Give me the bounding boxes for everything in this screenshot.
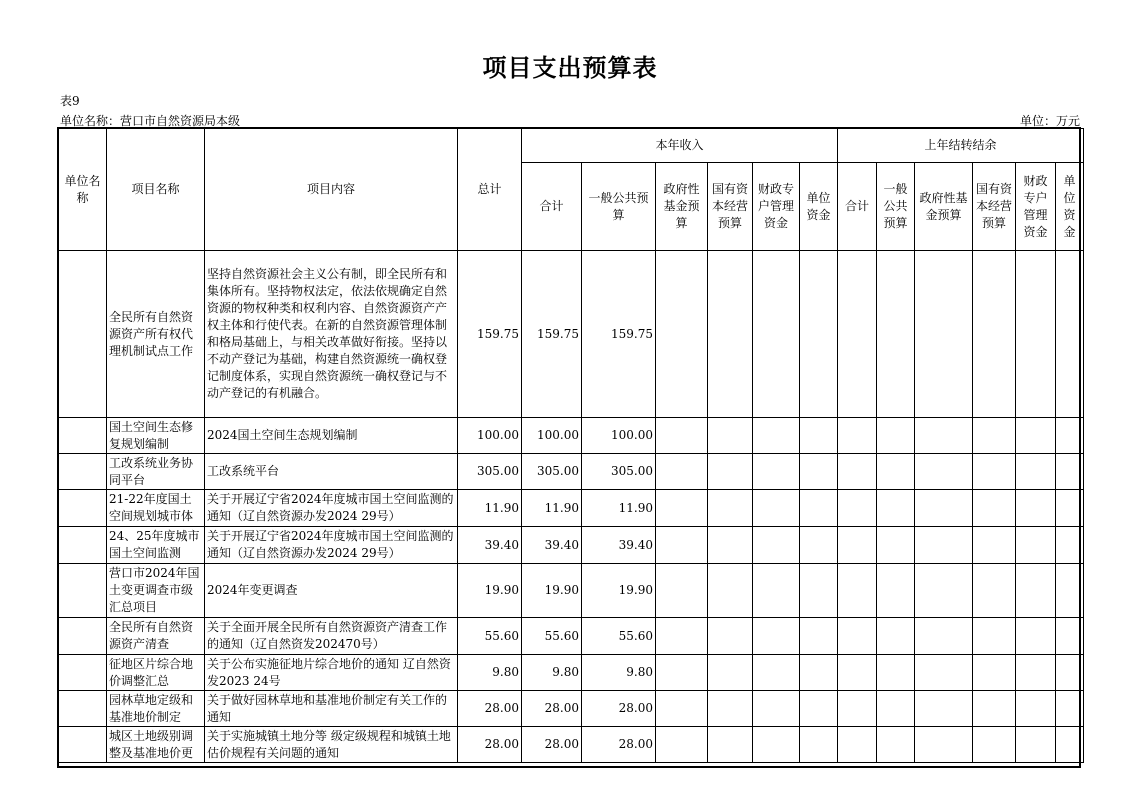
empty-cell	[708, 655, 753, 691]
empty-cell	[656, 727, 708, 763]
header-cy-fund: 政府性基金预算	[656, 163, 708, 251]
table-row	[59, 251, 1084, 418]
empty-cell	[973, 454, 1016, 490]
dept-cell	[59, 490, 107, 527]
empty-cell	[753, 527, 800, 564]
cy-total-cell: 39.40	[522, 527, 582, 564]
total-cell: 55.60	[458, 618, 522, 655]
page-title: 项目支出预算表	[482, 54, 658, 82]
empty-cell	[877, 618, 915, 655]
project-content-cell: 关于开展辽宁省2024年度城市国土空间监测的通知（辽自然资源办发2024 29号）	[205, 527, 458, 564]
empty-cell	[973, 691, 1016, 727]
project-content-cell: 关于开展辽宁省2024年度城市国土空间监测的通知（辽自然资源办发2024 29号）	[205, 490, 458, 527]
dept-cell	[59, 418, 107, 454]
empty-cell	[656, 618, 708, 655]
empty-cell	[1016, 618, 1056, 655]
empty-cell	[1056, 691, 1084, 727]
header-cy-general: 一般公共预算	[582, 163, 656, 251]
cy-general-cell: 39.40	[582, 527, 656, 564]
empty-cell	[973, 251, 1016, 418]
empty-cell	[1056, 454, 1084, 490]
budget-table	[58, 128, 1084, 763]
table-number: 表9	[60, 94, 80, 108]
empty-cell	[1056, 490, 1084, 527]
dept-cell	[59, 618, 107, 655]
total-cell: 39.40	[458, 527, 522, 564]
cy-total-cell: 159.75	[522, 251, 582, 418]
project-name-cell: 24、25年度城市国土空间监测	[107, 527, 205, 564]
empty-cell	[753, 418, 800, 454]
empty-cell	[708, 251, 753, 418]
empty-cell	[915, 418, 973, 454]
empty-cell	[877, 251, 915, 418]
empty-cell	[838, 655, 877, 691]
empty-cell	[708, 618, 753, 655]
header-py-general: 一般公共预算	[877, 163, 915, 251]
empty-cell	[877, 564, 915, 618]
table-row	[59, 618, 1084, 655]
project-name-cell: 工改系统业务协同平台	[107, 454, 205, 490]
project-content-cell: 坚持自然资源社会主义公有制，即全民所有和集体所有。坚持物权法定，依法依规确定自然资源的物权种类和权利内容、自然资源资产产权主体和行使代表。在新的自然资源管理体制和格局基础上，与相关改革做好衔接。坚持以不动产登记为基础，构建自然资源统一确权登记制度体系，实现自然资源统一确权登记与不动产登记的有机融合。	[205, 251, 458, 418]
empty-cell	[656, 527, 708, 564]
cy-total-cell: 305.00	[522, 454, 582, 490]
cy-general-cell: 100.00	[582, 418, 656, 454]
total-cell: 28.00	[458, 691, 522, 727]
empty-cell	[656, 564, 708, 618]
empty-cell	[915, 618, 973, 655]
project-name-cell: 全民所有自然资源资产清查	[107, 618, 205, 655]
empty-cell	[915, 454, 973, 490]
empty-cell	[753, 454, 800, 490]
empty-cell	[753, 618, 800, 655]
empty-cell	[1056, 251, 1084, 418]
empty-cell	[1056, 418, 1084, 454]
dept-cell	[59, 454, 107, 490]
empty-cell	[973, 418, 1016, 454]
table-row	[59, 655, 1084, 691]
empty-cell	[1016, 727, 1056, 763]
header-project-content: 项目内容	[205, 129, 458, 251]
dept-cell	[59, 727, 107, 763]
total-cell: 159.75	[458, 251, 522, 418]
header-current-year: 本年收入	[522, 129, 838, 163]
empty-cell	[753, 564, 800, 618]
empty-cell	[1056, 618, 1084, 655]
cy-general-cell: 11.90	[582, 490, 656, 527]
empty-cell	[838, 490, 877, 527]
header-cy-special: 财政专户管理资金	[753, 163, 800, 251]
project-content-cell: 关于实施城镇土地分等 级定级规程和城镇土地估价规程有关问题的通知	[205, 727, 458, 763]
cy-total-cell: 100.00	[522, 418, 582, 454]
empty-cell	[838, 564, 877, 618]
empty-cell	[1056, 564, 1084, 618]
empty-cell	[753, 490, 800, 527]
total-cell: 19.90	[458, 564, 522, 618]
empty-cell	[656, 490, 708, 527]
cy-general-cell: 28.00	[582, 727, 656, 763]
empty-cell	[708, 490, 753, 527]
empty-cell	[1016, 454, 1056, 490]
empty-cell	[877, 527, 915, 564]
empty-cell	[915, 490, 973, 527]
empty-cell	[753, 691, 800, 727]
header-py-total: 合计	[838, 163, 877, 251]
header-py-unit: 单位资金	[1056, 163, 1084, 251]
empty-cell	[838, 727, 877, 763]
empty-cell	[753, 655, 800, 691]
empty-cell	[656, 418, 708, 454]
empty-cell	[708, 727, 753, 763]
empty-cell	[1056, 727, 1084, 763]
empty-cell	[656, 251, 708, 418]
project-content-cell: 关于全面开展全民所有自然资源资产清查工作的通知（辽自然资发202470号）	[205, 618, 458, 655]
total-cell: 9.80	[458, 655, 522, 691]
dept-cell	[59, 564, 107, 618]
header-py-special: 财政专户管理资金	[1016, 163, 1056, 251]
empty-cell	[877, 454, 915, 490]
cy-general-cell: 305.00	[582, 454, 656, 490]
cy-general-cell: 55.60	[582, 618, 656, 655]
table-row	[59, 727, 1084, 763]
empty-cell	[800, 618, 838, 655]
table-row	[59, 418, 1084, 454]
empty-cell	[708, 564, 753, 618]
empty-cell	[973, 727, 1016, 763]
cy-total-cell: 28.00	[522, 691, 582, 727]
empty-cell	[1016, 527, 1056, 564]
empty-cell	[877, 418, 915, 454]
empty-cell	[1016, 490, 1056, 527]
empty-cell	[1016, 418, 1056, 454]
cy-general-cell: 28.00	[582, 691, 656, 727]
empty-cell	[838, 691, 877, 727]
empty-cell	[1056, 527, 1084, 564]
empty-cell	[877, 691, 915, 727]
empty-cell	[656, 454, 708, 490]
cy-general-cell: 19.90	[582, 564, 656, 618]
table-row	[59, 564, 1084, 618]
table-row	[59, 527, 1084, 564]
total-cell: 28.00	[458, 727, 522, 763]
empty-cell	[708, 527, 753, 564]
empty-cell	[1016, 564, 1056, 618]
project-name-cell: 城区土地级别调整及基准地价更	[107, 727, 205, 763]
cy-total-cell: 9.80	[522, 655, 582, 691]
empty-cell	[1016, 655, 1056, 691]
empty-cell	[800, 691, 838, 727]
empty-cell	[800, 454, 838, 490]
dept-cell	[59, 691, 107, 727]
project-name-cell: 征地区片综合地价调整汇总	[107, 655, 205, 691]
total-cell: 305.00	[458, 454, 522, 490]
cy-general-cell: 9.80	[582, 655, 656, 691]
empty-cell	[1016, 691, 1056, 727]
empty-cell	[915, 564, 973, 618]
empty-cell	[838, 527, 877, 564]
table-row	[59, 691, 1084, 727]
cy-total-cell: 19.90	[522, 564, 582, 618]
empty-cell	[656, 691, 708, 727]
dept-cell	[59, 527, 107, 564]
project-name-cell: 全民所有自然资源资产所有权代理机制试点工作	[107, 251, 205, 418]
empty-cell	[1056, 655, 1084, 691]
empty-cell	[915, 527, 973, 564]
header-prior-year: 上年结转结余	[838, 129, 1084, 163]
project-content-cell: 2024年变更调查	[205, 564, 458, 618]
cy-total-cell: 28.00	[522, 727, 582, 763]
empty-cell	[973, 655, 1016, 691]
empty-cell	[877, 490, 915, 527]
empty-cell	[973, 618, 1016, 655]
unit-label: 单位：万元	[1019, 114, 1080, 128]
header-cy-unit: 单位资金	[800, 163, 838, 251]
header-total: 总计	[458, 129, 522, 251]
project-name-cell: 营口市2024年国土变更调查市级汇总项目	[107, 564, 205, 618]
empty-cell	[753, 727, 800, 763]
empty-cell	[800, 527, 838, 564]
empty-cell	[800, 655, 838, 691]
empty-cell	[1016, 251, 1056, 418]
empty-cell	[877, 727, 915, 763]
empty-cell	[915, 655, 973, 691]
header-project-name: 项目名称	[107, 129, 205, 251]
empty-cell	[973, 490, 1016, 527]
project-name-cell: 21-22年度国土空间规划城市体	[107, 490, 205, 527]
table-row	[59, 490, 1084, 527]
empty-cell	[800, 251, 838, 418]
empty-cell	[915, 727, 973, 763]
total-cell: 100.00	[458, 418, 522, 454]
dept-cell	[59, 251, 107, 418]
project-content-cell: 2024国土空间生态规划编制	[205, 418, 458, 454]
empty-cell	[915, 691, 973, 727]
header-cy-total: 合计	[522, 163, 582, 251]
table-row	[59, 454, 1084, 490]
empty-cell	[838, 454, 877, 490]
empty-cell	[800, 564, 838, 618]
empty-cell	[838, 418, 877, 454]
project-name-cell: 园林草地定级和基准地价制定	[107, 691, 205, 727]
header-py-fund: 政府性基金预算	[915, 163, 973, 251]
empty-cell	[800, 418, 838, 454]
header-dept: 单位名称	[59, 129, 107, 251]
empty-cell	[656, 655, 708, 691]
project-content-cell: 关于做好园林草地和基准地价制定有关工作的通知	[205, 691, 458, 727]
empty-cell	[915, 251, 973, 418]
empty-cell	[973, 564, 1016, 618]
header-cy-state: 国有资本经营预算	[708, 163, 753, 251]
empty-cell	[800, 727, 838, 763]
project-content-cell: 工改系统平台	[205, 454, 458, 490]
empty-cell	[708, 691, 753, 727]
empty-cell	[838, 618, 877, 655]
cy-general-cell: 159.75	[582, 251, 656, 418]
empty-cell	[708, 418, 753, 454]
dept-cell	[59, 655, 107, 691]
header-py-state: 国有资本经营预算	[973, 163, 1016, 251]
cy-total-cell: 11.90	[522, 490, 582, 527]
empty-cell	[838, 251, 877, 418]
cy-total-cell: 55.60	[522, 618, 582, 655]
empty-cell	[753, 251, 800, 418]
project-content-cell: 关于公布实施征地片综合地价的通知 辽自然资发2023 24号	[205, 655, 458, 691]
empty-cell	[973, 527, 1016, 564]
empty-cell	[877, 655, 915, 691]
unit-name: 单位名称：营口市自然资源局本级	[60, 114, 241, 128]
empty-cell	[708, 454, 753, 490]
empty-cell	[800, 490, 838, 527]
total-cell: 11.90	[458, 490, 522, 527]
project-name-cell: 国土空间生态修复规划编制	[107, 418, 205, 454]
